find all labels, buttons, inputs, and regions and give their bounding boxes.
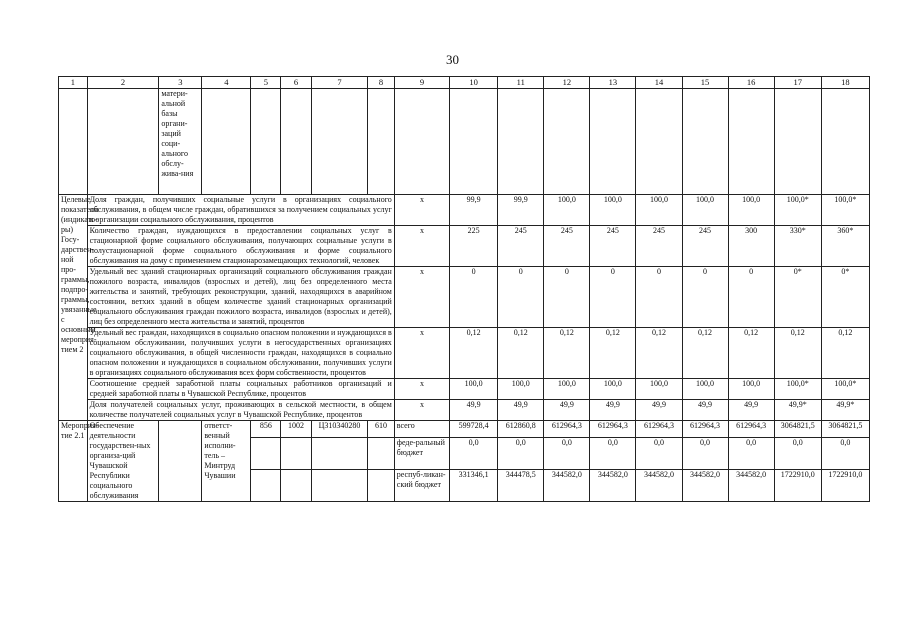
indicator-value: 99,9 [498,195,544,226]
column-number: 8 [368,77,395,89]
funding-value: 344582,0 [544,469,590,501]
column-number: 10 [450,77,498,89]
funding-value: 3064821,5 [774,421,821,438]
funding-source: респуб-ликан-ский бюджет [394,469,449,501]
indicator-row [59,379,870,400]
indicator-value: 300 [728,226,774,267]
funding-value: 0,0 [636,437,682,469]
empty-code-cell [368,437,395,469]
indicator-value: 0* [774,267,821,328]
funding-value: 599728,4 [450,421,498,438]
indicator-mark: х [394,226,449,267]
column-number: 12 [544,77,590,89]
indicator-value: 100,0 [682,379,728,400]
measure-code-section: 1002 [281,421,312,438]
indicator-mark: х [394,400,449,421]
indicator-text: Количество граждан, нуждающихся в предоставлении социальных услуг в стационарной форме социального обслуживания, получающих социальные услуги в полустационарной форме социального обслуживания и форме социального обслуживания на дому с применением стационарозамещающих технологий, человек [87,226,394,267]
column-number: 7 [311,77,367,89]
indicator-mark: х [394,328,449,379]
indicator-value: 0,12 [682,328,728,379]
indicator-value: 0,12 [636,328,682,379]
indicator-value: 49,9 [682,400,728,421]
funding-value: 331346,1 [450,469,498,501]
indicator-value: 49,9 [544,400,590,421]
empty-code-cell [311,469,367,501]
indicator-value: 49,9 [636,400,682,421]
measure-code-grbs: 856 [251,421,281,438]
measure-row [59,421,870,438]
column-number: 13 [590,77,636,89]
indicator-value: 100,0 [636,195,682,226]
column-number: 17 [774,77,821,89]
funding-value: 344582,0 [682,469,728,501]
funding-value: 0,0 [450,437,498,469]
funding-value: 0,0 [774,437,821,469]
column-number: 9 [394,77,449,89]
column-number: 3 [159,77,202,89]
indicator-text: Удельный вес зданий стационарных организаций социального обслуживания граждан пожилого возраста, инвалидов (взрослых и детей), лиц без определенного места жительства и занятий, требующих реконструкции, зданий, находящихся в аварийном состоянии, ветхих зданий в общем количестве зданий стационарных организаций социального обслуживания граждан пожилого возраста, инвалидов (взрослых и детей), лиц без определенного места жительства и занятий, процентов [87,267,394,328]
indicator-value: 0 [544,267,590,328]
empty-code-cell [368,469,395,501]
funding-value: 0,0 [682,437,728,469]
funding-value: 0,0 [821,437,869,469]
funding-value: 612964,3 [590,421,636,438]
funding-value: 612860,8 [498,421,544,438]
program-table [58,76,870,502]
funding-value: 0,0 [728,437,774,469]
indicator-value: 100,0* [821,379,869,400]
column-number: 1 [59,77,88,89]
indicator-value: 100,0 [728,195,774,226]
measure-code-target: Ц310340280 [311,421,367,438]
indicator-value: 0* [821,267,869,328]
indicator-value: 0 [590,267,636,328]
column-number: 15 [682,77,728,89]
indicator-value: 0,12 [774,328,821,379]
funding-value: 3064821,5 [821,421,869,438]
column-number: 4 [202,77,251,89]
indicator-value: 100,0 [636,379,682,400]
empty-code-cell [281,437,312,469]
indicator-value: 100,0 [728,379,774,400]
funding-value: 612964,3 [636,421,682,438]
indicator-value: 0 [682,267,728,328]
indicator-row [59,400,870,421]
column-number: 18 [821,77,869,89]
measure-executor: ответст-венный исполни-тель – Минтруд Чувашии [202,421,251,502]
indicator-value: 0,12 [590,328,636,379]
column-number: 16 [728,77,774,89]
column-number: 14 [636,77,682,89]
indicator-text: Соотношение средней заработной платы социальных работников организаций и средней заработной платы в Чувашской Республике, процентов [87,379,394,400]
indicator-value: 0,12 [498,328,544,379]
continuation-row [59,89,870,195]
indicator-value: 100,0 [682,195,728,226]
indicator-row [59,267,870,328]
indicator-mark: х [394,379,449,400]
indicator-mark: х [394,195,449,226]
measure-number: Мероприя-тие 2.1 [59,421,88,502]
indicator-text: Удельный вес граждан, находящихся в социально опасном положении и нуждающихся в социальном обслуживании, получивших услуги в негосударственных организациях социального обслуживания, в общей численности граждан, находящихся в социально опасном положении и нуждающихся в социальном обслуживании, получивших услуги в организациях социального обслуживания всех форм собственности, процентов [87,328,394,379]
funding-value: 1722910,0 [774,469,821,501]
empty-code-cell [251,469,281,501]
funding-value: 1722910,0 [821,469,869,501]
measure-title: Обеспечение деятельности государствен-ных организа-ций Чувашской Республики социального обслуживания [87,421,159,502]
funding-source: всего [394,421,449,438]
indicator-value: 0,12 [450,328,498,379]
funding-value: 612964,3 [682,421,728,438]
indicator-value: 245 [682,226,728,267]
funding-value: 612964,3 [728,421,774,438]
indicator-value: 100,0* [774,195,821,226]
indicator-value: 100,0 [498,379,544,400]
indicator-value: 225 [450,226,498,267]
indicator-value: 49,9* [821,400,869,421]
indicator-value: 100,0 [450,379,498,400]
indicator-value: 245 [636,226,682,267]
column-number-row [59,77,870,89]
indicator-value: 0,12 [821,328,869,379]
indicator-value: 245 [590,226,636,267]
funding-value: 0,0 [590,437,636,469]
indicator-value: 0 [450,267,498,328]
column-number: 2 [87,77,159,89]
indicator-value: 49,9 [728,400,774,421]
indicator-value: 100,0 [544,379,590,400]
indicator-value: 49,9 [590,400,636,421]
measure-empty-cell [159,421,202,502]
indicator-value: 0,12 [544,328,590,379]
continuation-text: матери-альной базы органи-заций соци-ального обслу-жива-ния [159,89,202,195]
empty-code-cell [311,437,367,469]
indicator-value: 99,9 [450,195,498,226]
indicator-value: 245 [498,226,544,267]
column-number: 6 [281,77,312,89]
measure-code-type: 610 [368,421,395,438]
indicator-value: 0 [498,267,544,328]
indicator-value: 330* [774,226,821,267]
funding-value: 0,0 [544,437,590,469]
indicator-row [59,328,870,379]
indicator-value: 49,9* [774,400,821,421]
column-number: 5 [251,77,281,89]
indicators-label: Целевые показатели (индикато-ры) Госу-дарствен-ной про-граммы, подпро-граммы, увязанные с основным мероприя-тием 2 [59,195,88,421]
indicator-value: 245 [544,226,590,267]
funding-value: 344582,0 [590,469,636,501]
indicator-row [59,195,870,226]
indicator-value: 0,12 [728,328,774,379]
indicator-value: 49,9 [450,400,498,421]
indicator-value: 100,0 [590,379,636,400]
empty-code-cell [251,437,281,469]
page-number: 30 [446,52,459,67]
indicator-mark: х [394,267,449,328]
indicator-value: 100,0 [544,195,590,226]
funding-value: 344582,0 [636,469,682,501]
indicator-value: 100,0 [590,195,636,226]
indicator-row [59,226,870,267]
indicator-value: 100,0* [821,195,869,226]
indicator-text: Доля граждан, получивших социальные услуги в организациях социального обслуживания, в общем числе граждан, обратившихся за получением социальных услуг в организации социального обслуживания, процентов [87,195,394,226]
indicator-text: Доля получателей социальных услуг, проживающих в сельской местности, в общем количестве получателей социальных услуг в Чувашской Республике, процентов [87,400,394,421]
indicator-value: 0 [636,267,682,328]
indicator-value: 360* [821,226,869,267]
indicator-value: 100,0* [774,379,821,400]
funding-source: феде-ральный бюджет [394,437,449,469]
empty-code-cell [281,469,312,501]
funding-value: 612964,3 [544,421,590,438]
funding-value: 344478,5 [498,469,544,501]
funding-value: 344582,0 [728,469,774,501]
funding-value: 0,0 [498,437,544,469]
indicator-value: 0 [728,267,774,328]
column-number: 11 [498,77,544,89]
indicator-value: 49,9 [498,400,544,421]
